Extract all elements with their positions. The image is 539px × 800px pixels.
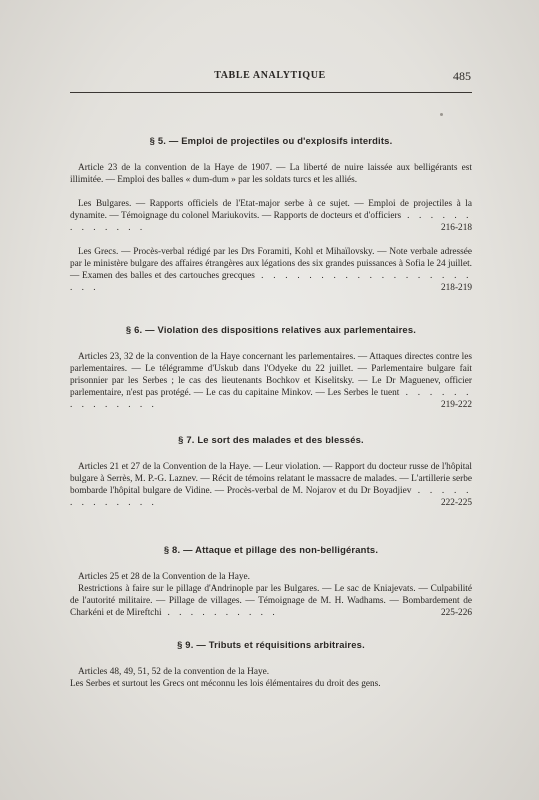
- section-heading: § 7. Le sort des malades et des blessés.: [178, 434, 364, 445]
- page-reference: 225-226: [441, 608, 472, 618]
- paper-speck: [440, 113, 443, 116]
- paragraph: Articles 21 et 27 de la Convention de la Haye. — Leur violation. — Rapport du docteur russe de l'hôpital bulgare à Serrès, M. P.-G. Laznev. — Récit de témoins relatant le massacre de malades. — L'artillerie serbe bombarde l'hôpital bulgare de Vidine. — Procès-verbal de M. Nojarov et du Dr Boyadjiev . . . . . . . . . . . . . 222-225: [70, 462, 472, 508]
- section-heading: § 8. — Attaque et pillage des non-belligérants.: [163, 544, 379, 555]
- section-heading: § 6. — Violation des dispositions relatives aux parlementaires.: [125, 324, 417, 335]
- section-5: [70, 135, 472, 294]
- page-number: 485: [453, 69, 471, 83]
- paragraph: Articles 25 et 28 de la Convention de la Haye.: [78, 572, 250, 582]
- page-reference: 222-225: [441, 498, 472, 508]
- paragraph: Article 23 de la convention de la Haye de 1907. — La liberté de nuire laissée aux belligérants est illimitée. — Emploi des balles « dum-dum » par les soldats turcs et les alliés.: [70, 163, 472, 185]
- paragraph: Les Bulgares. — Rapports officiels de l'Etat-major serbe à ce sujet. — Emploi de projectiles à la dynamite. — Témoignage du colonel Mariukovits. — Rapports de docteurs et d'officiers . . . . . . . . . . . . . 216-218: [70, 199, 472, 233]
- paragraph: Les Serbes et surtout les Grecs ont méconnu les lois élémentaires du droit des gens.: [70, 679, 381, 689]
- page-reference: 219-222: [441, 400, 472, 410]
- header-rule: [70, 92, 472, 93]
- running-header: [70, 70, 470, 86]
- section-heading: § 9. — Tributs et réquisitions arbitraires.: [177, 639, 365, 650]
- section-8: [70, 544, 472, 619]
- paragraph: Articles 23, 32 de la convention de la Haye concernant les parlementaires. — Attaques directes contre les parlementaires. — Le télégramme d'Uskub dans l'Odyeke du 22 juillet. — Parlementaire bulgare fait prisonnier par les Serbes ; le cas des lieutenants Bochkov et Kiselitsky. — Le Dr Maguenev, officier parlementaire, n'est pas protégé. — Le cas du capitaine Minkov. — Les Serbes le tuent . . . . . . . . . . . . . . 219-222: [70, 352, 472, 410]
- section-9: [70, 639, 472, 690]
- header-title: TABLE ANALYTIQUE: [214, 70, 326, 81]
- section-7: [70, 434, 472, 509]
- page-reference: 216-218: [441, 223, 472, 233]
- section-6: [70, 324, 472, 411]
- paragraph: Restrictions à faire sur le pillage d'Andrinople par les Bulgares. — Le sac de Kniajevats. — Culpabilité de l'autorité militaire. — Pillage de villages. — Témoignage de M. H. Wadhams. — Bombardement de Charkéni et de Mireftchi . . . . . . . . . . 225-226: [70, 584, 472, 618]
- page-reference: 218-219: [441, 283, 472, 293]
- paragraph: Articles 48, 49, 51, 52 de la convention de la Haye.: [78, 667, 270, 677]
- section-heading: § 5. — Emploi de projectiles ou d'explosifs interdits.: [149, 135, 393, 146]
- paragraph: Les Grecs. — Procès-verbal rédigé par les Drs Foramiti, Kohl et Mihaïlovsky. — Note verbale adressée par le ministère bulgare des affaires étrangères aux légations des six grandes puissances à Sofia le 24 juillet. — Examen des balles et des cartouches grecques . . . . . . . . . . . . . . . . . . . . . 218-219: [70, 247, 472, 293]
